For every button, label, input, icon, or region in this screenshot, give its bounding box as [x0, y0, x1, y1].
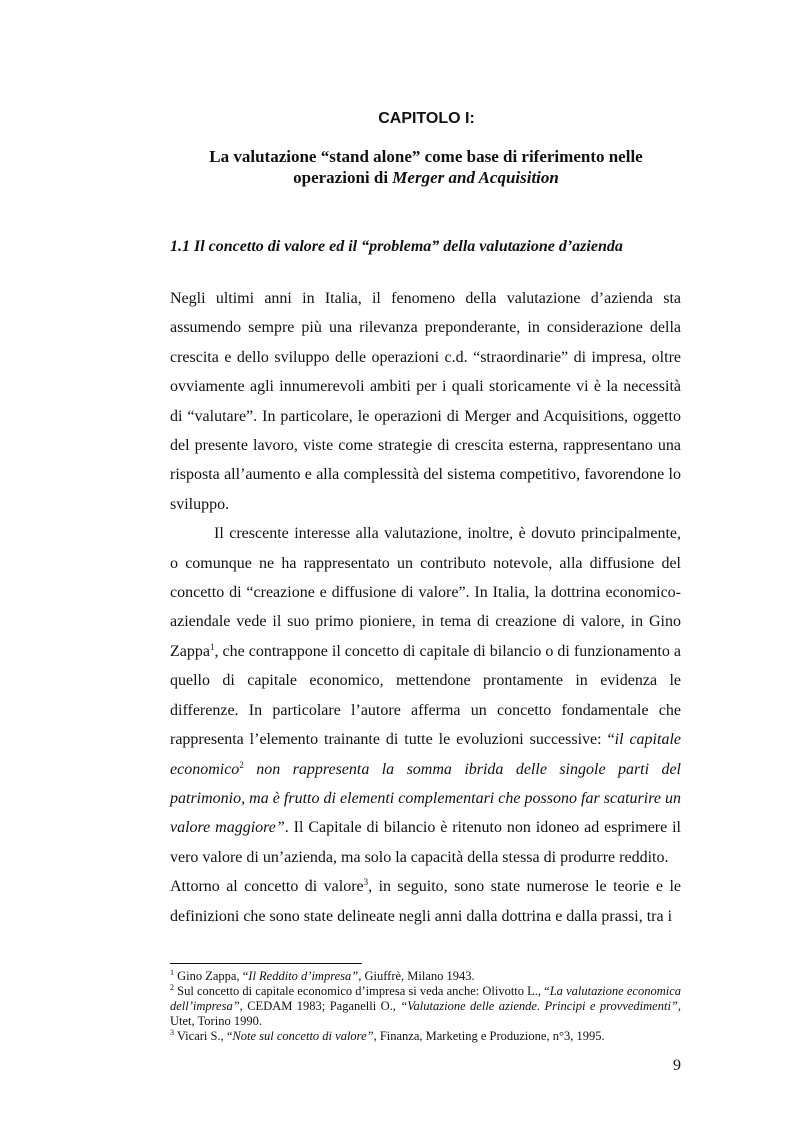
chapter-title-line1: La valutazione “stand alone” come base di riferimento nelle: [209, 147, 643, 166]
paragraph-2-quote-a: il capitale economico: [170, 731, 681, 778]
footnote-3-text-b: , Finanza, Marketing e Produzione, n°3, 1995.: [373, 1029, 605, 1043]
paragraph-2-text-a: Il crescente interesse alla valutazione, inoltre, è dovuto principalmente, o comunque ne ha rappresentato un contributo notevole, alla diffusione del concetto di “creazione e diffusione di valore”. In Italia, la dottrina economico-aziendale vede il suo primo pioniere, in tema di creazione di valore, in Gino Zappa: [170, 525, 681, 660]
footnote-1: [170, 969, 681, 984]
footnote-2-title-a: La valutazione economica dell’impresa”: [170, 984, 681, 1013]
footnote-ref-3: 3: [363, 877, 369, 888]
footnote-2-text-b: , CEDAM 1983; Paganelli O.,: [239, 999, 401, 1013]
footnotes: [170, 969, 681, 1044]
section-title: 1.1 Il concetto di valore ed il “problema” della valutazione d’azienda: [170, 238, 623, 255]
chapter-title-line2-pre: operazioni di: [293, 168, 393, 187]
footnote-ref-2: 2: [239, 759, 244, 770]
paragraph-3: [170, 872, 681, 931]
page-number: 9: [673, 1057, 681, 1074]
footnote-1-text-a: Gino Zappa, “: [174, 969, 249, 983]
paragraph-2-text-c: . Il Capitale di bilancio è ritenuto non idoneo ad esprimere il vero valore di un’azienda, ma solo la capacità della stessa di produrre reddito.: [170, 819, 681, 866]
paragraph-3-text-b: , in seguito, sono state numerose le teorie e le definizioni che sono state delineate negli anni dalla dottrina e dalla prassi, tra i: [170, 878, 682, 925]
footnote-ref-1: 1: [209, 641, 215, 652]
footnote-2-title-b: “Valutazione delle aziende. Principi e provvedimenti”: [400, 999, 678, 1013]
footnote-separator: [170, 963, 362, 964]
footnote-1-number: 1: [170, 968, 174, 977]
footnote-2: [170, 984, 681, 1029]
chapter-label: CAPITOLO I:: [378, 110, 475, 127]
footnote-1-text-b: Giuffrè, Milano 1943.: [361, 969, 475, 983]
footnote-3: [170, 1029, 681, 1044]
footnote-1-title: Il Reddito d’impresa”,: [248, 969, 362, 983]
chapter-title-line2-em: Merger and Acquisition: [392, 168, 559, 187]
paragraph-2: [170, 519, 681, 872]
paragraph-3-text-a: Attorno al concetto di valore: [170, 878, 364, 896]
paragraph-2-text-b: , che contrappone il concetto di capitale di bilancio o di funzionamento a quello di capitale economico, mettendone prontamente in evidenza le differenze. In particolare l’autore afferma un concetto fondamentale che rappresenta l’elemento trainante di tutte le evoluzioni successive: “: [170, 642, 681, 749]
paragraph-2-quote-b: non rappresenta la somma ibrida delle singole parti del patrimonio, ma è frutto di elementi complementari che possono far scaturire un valore maggiore”: [170, 760, 681, 837]
footnote-2-number: 2: [170, 983, 174, 992]
body-text: [170, 284, 681, 931]
footnote-2-text-a: Sul concetto di capitale economico d’impresa si veda anche: Olivotto L., “: [174, 984, 550, 998]
footnote-2-text-c: , Utet, Torino 1990.: [170, 999, 681, 1028]
paragraph-1: Negli ultimi anni in Italia, il fenomeno della valutazione d’azienda sta assumendo sempre più una rilevanza preponderante, in considerazione della crescita e dello sviluppo delle operazioni c.d. “straordinarie” di impresa, oltre ovviamente agli innumerevoli ambiti per i quali storicamente vi è la necessità di “valutare”. In particolare, le operazioni di Merger and Acquisitions, oggetto del presente lavoro, viste come strategie di crescita esterna, rappresentano una risposta all’aumento e alla complessità del sistema competitivo, favorendone lo sviluppo.: [170, 290, 681, 513]
footnote-3-title: Note sul concetto di valore”: [232, 1029, 374, 1043]
footnote-3-number: 3: [170, 1028, 174, 1037]
chapter-title: [170, 146, 682, 188]
footnote-3-text-a: Vicari S., “: [174, 1029, 233, 1043]
